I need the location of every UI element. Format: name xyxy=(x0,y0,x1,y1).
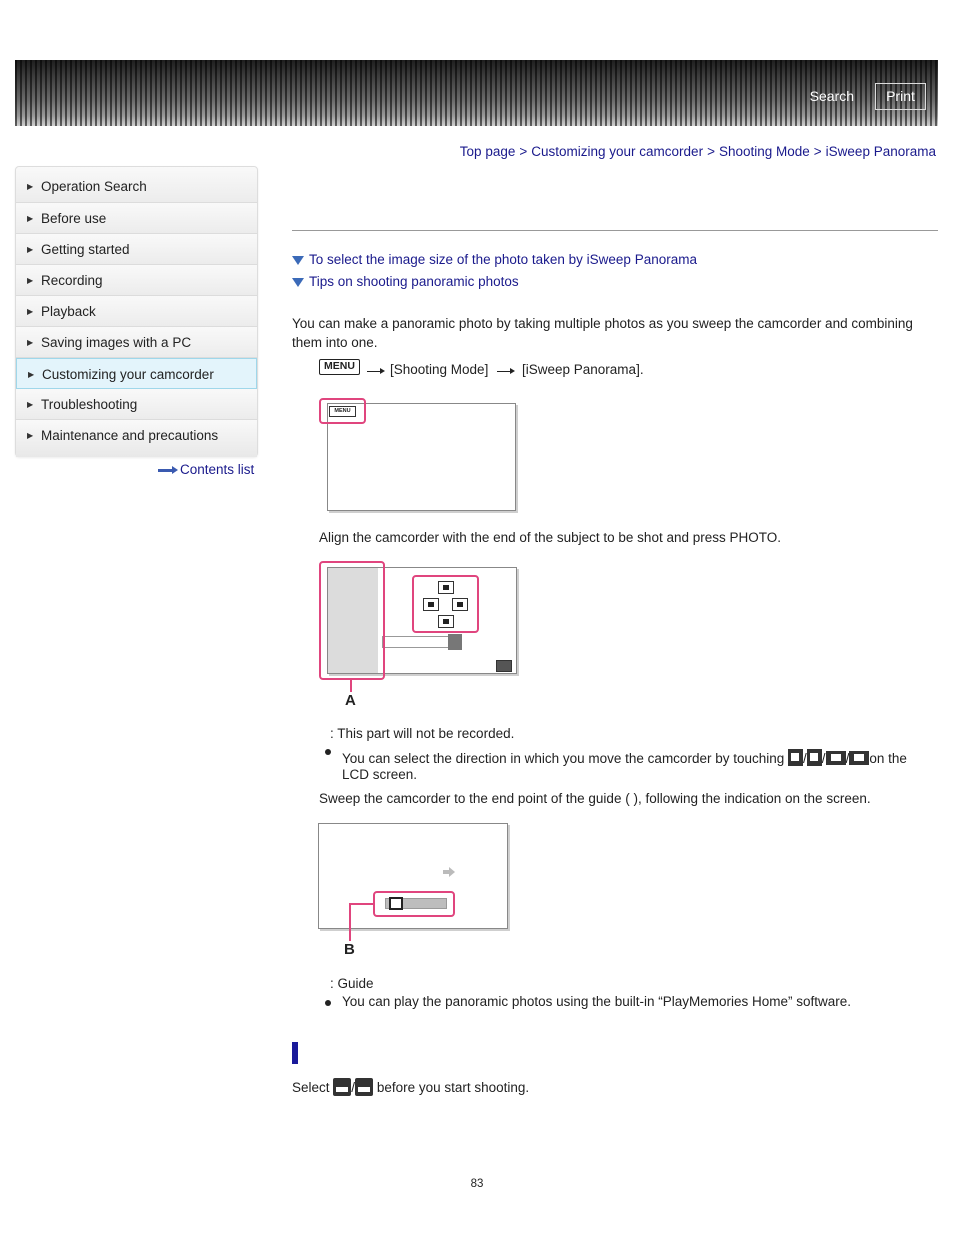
sidebar-item-getting-started[interactable] xyxy=(16,234,257,265)
contents-list-label: Contents list xyxy=(180,462,255,477)
panorama-wide-icon xyxy=(355,1078,373,1096)
sidebar-item-playback[interactable] xyxy=(16,296,257,327)
chevron-right-icon: ▶ xyxy=(27,400,34,409)
sidebar-item-label: Getting started xyxy=(41,242,130,257)
triangle-down-icon xyxy=(292,278,304,287)
guide-highlight xyxy=(373,891,455,917)
direction-right-icon[interactable] xyxy=(452,598,468,611)
arrow-right-icon xyxy=(497,367,515,375)
chevron-right-icon: ▶ xyxy=(27,307,34,316)
bullet-icon xyxy=(325,749,331,755)
menu-highlight xyxy=(319,398,366,424)
sidebar-item-label: Saving images with a PC xyxy=(41,335,192,350)
area-a-highlight xyxy=(319,561,385,680)
direction-buttons-highlight xyxy=(412,575,479,633)
breadcrumb-top-page[interactable]: Top page xyxy=(459,144,516,159)
breadcrumb-separator: > xyxy=(707,144,715,159)
breadcrumb-shooting-mode[interactable]: Shooting Mode xyxy=(718,144,810,159)
bullet-icon xyxy=(325,1000,331,1006)
callout-line-b xyxy=(349,903,351,941)
bullet-software: You can play the panoramic photos using the built-in “PlayMemories Home” software. xyxy=(342,994,852,1009)
sidebar-nav xyxy=(15,166,258,457)
step2-text: Align the camcorder with the end of the subject to be shot and press PHOTO. xyxy=(319,530,781,545)
note-b: : Guide xyxy=(330,976,374,991)
print-button[interactable]: Print xyxy=(875,83,926,110)
direction-left-icon xyxy=(826,751,846,765)
page-number: 83 xyxy=(470,1178,484,1190)
icon-separator: / xyxy=(821,751,826,766)
chevron-right-icon: ▶ xyxy=(27,338,34,347)
sidebar-item-operation-search[interactable] xyxy=(16,167,257,203)
menu-icon: MENU xyxy=(319,359,360,375)
chevron-right-icon: ▶ xyxy=(27,276,34,285)
sidebar-item-label: Recording xyxy=(41,273,103,288)
triangle-down-icon xyxy=(292,256,304,265)
breadcrumb-isweep-panorama[interactable]: iSweep Panorama xyxy=(825,144,936,159)
direction-right-icon xyxy=(849,751,869,765)
chevron-right-icon: ▶ xyxy=(27,245,34,254)
select-post: before you start shooting. xyxy=(376,1080,530,1095)
chevron-right-icon: ▶ xyxy=(28,370,35,379)
icon-separator: / xyxy=(803,751,807,766)
sidebar-item-label: Troubleshooting xyxy=(41,397,138,412)
arrow-right-icon xyxy=(367,367,385,375)
sidebar-item-recording[interactable] xyxy=(16,265,257,296)
step1-shooting-mode: [Shooting Mode] xyxy=(390,362,489,377)
chevron-right-icon: ▶ xyxy=(27,182,34,191)
note-a: : This part will not be recorded. xyxy=(330,726,515,741)
panorama-size-icon xyxy=(496,660,512,672)
chevron-right-icon: ▶ xyxy=(27,431,34,440)
anchor-link-label: Tips on shooting panoramic photos xyxy=(309,274,519,289)
sidebar-item-label: Maintenance and precautions xyxy=(41,428,219,443)
chevron-right-icon: ▶ xyxy=(27,214,34,223)
step3-text: Sweep the camcorder to the end point of the guide ( ), following the indication on the screen. xyxy=(319,791,871,806)
sidebar-item-label: Operation Search xyxy=(41,179,147,194)
bullet-direction-post: on the xyxy=(869,751,907,766)
anchor-link-label: To select the image size of the photo taken by iSweep Panorama xyxy=(309,252,697,267)
bullet-direction-pre: You can select the direction in which you move the camcorder by touching xyxy=(342,751,785,766)
contents-list-link[interactable] xyxy=(158,462,254,477)
sidebar-item-troubleshooting[interactable] xyxy=(16,389,257,420)
breadcrumb-separator: > xyxy=(813,144,822,159)
bullet-direction xyxy=(342,749,907,766)
sidebar-item-label: Before use xyxy=(41,211,107,226)
mini-menu-icon: MENU xyxy=(329,406,356,417)
anchor-link-image-size[interactable] xyxy=(292,252,697,267)
sidebar-item-label: Customizing your camcorder xyxy=(42,367,214,382)
icon-separator: / xyxy=(351,1080,356,1095)
icon-separator: / xyxy=(845,751,850,766)
sidebar-item-label: Playback xyxy=(41,304,96,319)
callout-label-b: B xyxy=(344,941,355,958)
breadcrumb-separator: > xyxy=(519,144,528,159)
callout-label-a: A xyxy=(345,692,356,709)
guide-frame-icon xyxy=(389,897,403,910)
direction-up-icon[interactable] xyxy=(438,581,454,594)
section-heading-bar xyxy=(292,1042,298,1064)
direction-left-icon[interactable] xyxy=(423,598,439,611)
sweep-arrow-icon xyxy=(443,867,455,877)
anchor-link-tips[interactable] xyxy=(292,274,519,289)
sweep-indicator xyxy=(382,636,454,648)
select-pre: Select xyxy=(292,1080,330,1095)
select-size-text xyxy=(292,1078,529,1096)
breadcrumb xyxy=(460,144,936,159)
search-link[interactable]: Search xyxy=(809,88,854,104)
arrow-right-icon xyxy=(158,466,178,474)
bullet-direction-line2: LCD screen. xyxy=(342,767,418,782)
direction-up-icon xyxy=(788,749,803,766)
callout-line-b-horizontal xyxy=(349,903,374,905)
intro-paragraph: You can make a panoramic photo by taking multiple photos as you sweep the camcorder and combining them into one. xyxy=(292,316,913,350)
header-banner xyxy=(15,60,938,126)
direction-down-icon xyxy=(807,749,822,766)
sidebar-item-customizing[interactable] xyxy=(16,358,257,389)
panorama-standard-icon xyxy=(333,1078,351,1096)
sidebar-item-before-use[interactable] xyxy=(16,203,257,234)
sidebar-item-saving-images[interactable] xyxy=(16,327,257,358)
direction-down-icon[interactable] xyxy=(438,615,454,628)
camcorder-icon xyxy=(448,634,462,650)
title-divider xyxy=(292,230,938,231)
breadcrumb-customizing[interactable]: Customizing your camcorder xyxy=(531,144,704,159)
callout-line-a xyxy=(350,680,352,692)
step1-isweep: [iSweep Panorama]. xyxy=(522,362,644,377)
sidebar-item-maintenance[interactable] xyxy=(16,420,257,457)
